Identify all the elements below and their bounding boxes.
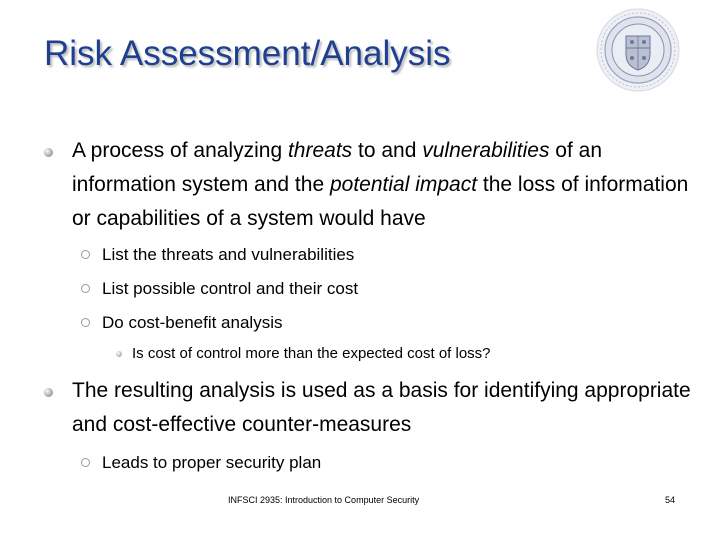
subsub-item-cost-question: Is cost of control more than the expected cost of loss? xyxy=(132,345,491,362)
bullet-2-text: The resulting analysis is used as a basis for identifying appropriate and cost-effective counter-measures xyxy=(72,379,691,436)
sub-item-threats: List the threats and vulnerabilities xyxy=(102,245,355,264)
sub-item-security-plan: Leads to proper security plan xyxy=(102,453,322,472)
sub-item-cost-benefit: Do cost-benefit analysis xyxy=(102,313,283,332)
subsub-bullet-icon xyxy=(116,351,122,357)
sub-bullet-icon xyxy=(81,284,90,293)
sub-bullet-icon xyxy=(81,250,90,259)
university-seal-icon xyxy=(596,8,680,92)
page-number: 54 xyxy=(665,495,676,505)
footer-course: INFSCI 2935: Introduction to Computer Security xyxy=(228,495,420,505)
bullet-dot-icon xyxy=(44,148,53,157)
slide-title: Risk Assessment/Analysis xyxy=(44,34,451,73)
bullet-1-text: A process of analyzing threats to and vulnerabilities of an information system and the potential impact the loss of information or capabilities of a system would have xyxy=(72,139,689,230)
bullet-dot-icon xyxy=(44,388,53,397)
sub-bullet-icon xyxy=(81,318,90,327)
sub-item-controls: List possible control and their cost xyxy=(102,279,359,298)
sub-bullet-icon xyxy=(81,458,90,467)
